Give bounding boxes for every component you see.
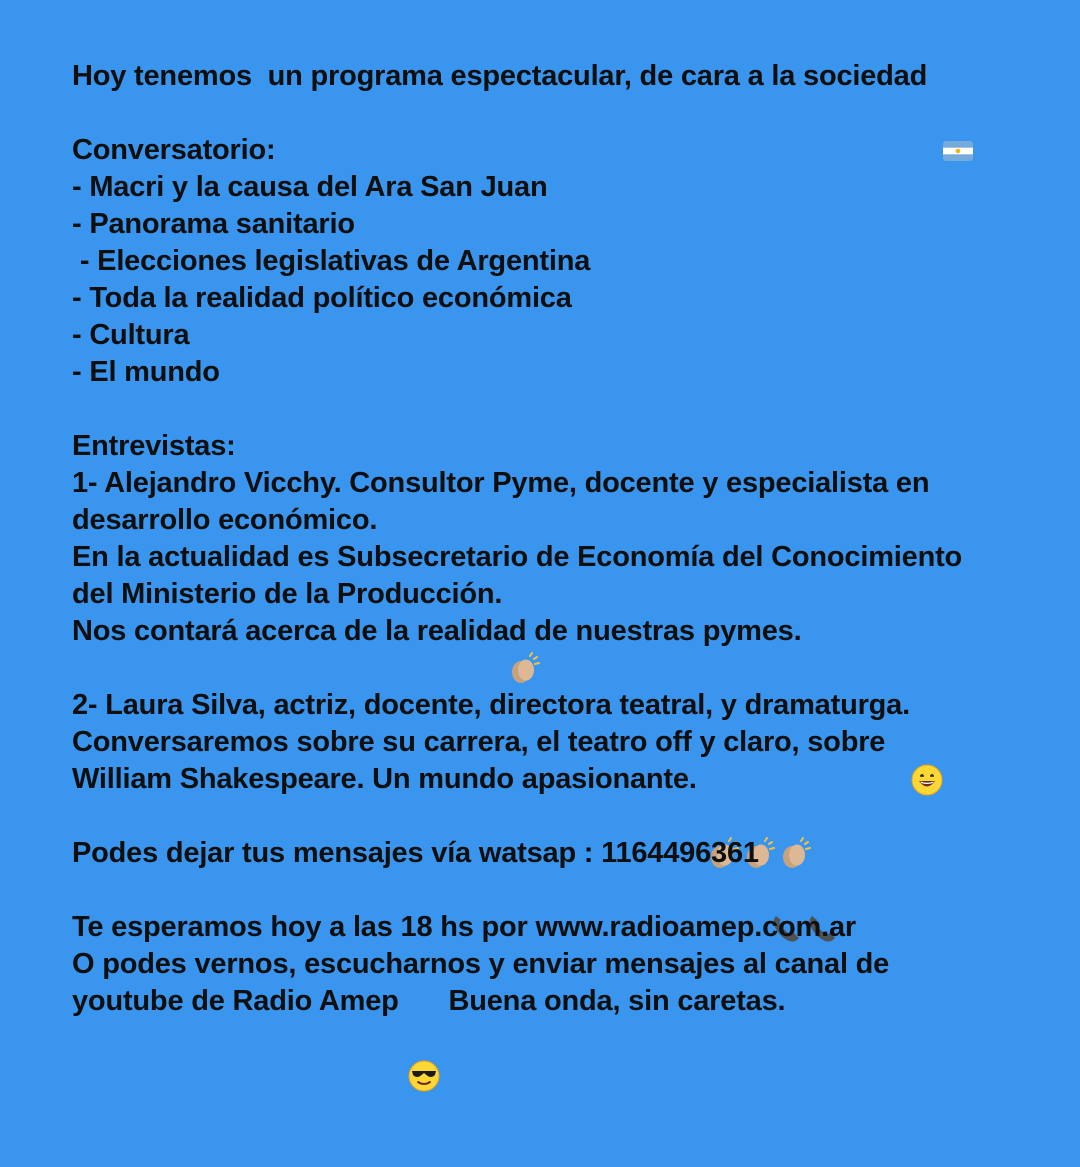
spacer bbox=[72, 95, 1022, 132]
telephone-receiver-icon bbox=[805, 837, 839, 871]
closing-line: Te esperamos hoy a las 18 hs por www.radioamep.com.ar bbox=[72, 911, 856, 943]
spacer bbox=[72, 798, 1022, 835]
argentina-flag-icon bbox=[941, 60, 975, 94]
conversatorio-heading: Conversatorio: bbox=[72, 134, 276, 166]
closing-text: Buena onda, sin caretas. bbox=[440, 985, 786, 1017]
clapping-hands-icon bbox=[741, 763, 775, 797]
interview-1-line bbox=[72, 576, 1022, 613]
interview-2-text: 2- Laura Silva, actriz, docente, directora teatral, y dramaturga. bbox=[72, 689, 910, 721]
list-item: - Macri y la causa del Ara San Juan bbox=[72, 171, 548, 203]
interview-1-line: 1- Alejandro Vicchy. Consultor Pyme, docente y especialista en bbox=[72, 467, 930, 499]
telephone-receiver-icon bbox=[769, 837, 803, 871]
list-item: - Cultura bbox=[72, 319, 190, 351]
closing-line: O podes vernos, escucharnos y enviar mensajes al canal de bbox=[72, 948, 890, 980]
interview-2-line: Conversaremos sobre su carrera, el teatro off y claro, sobre bbox=[72, 726, 886, 758]
interview-2-line bbox=[72, 761, 1022, 798]
contact-text: Podes dejar tus mensajes vía watsap : 1164496361 bbox=[72, 837, 759, 869]
interview-1-line: En la actualidad es Subsecretario de Economía del Conocimiento bbox=[72, 541, 963, 573]
closing-line bbox=[72, 983, 1022, 1020]
entrevistas-heading: Entrevistas: bbox=[72, 430, 236, 462]
interview-1-text: del Ministerio de la Producción. bbox=[72, 578, 503, 610]
sunglasses-face-icon bbox=[407, 985, 441, 1019]
interview-1-line: Nos contará acerca de la realidad de nuestras pymes. bbox=[72, 615, 802, 647]
contact-line bbox=[72, 835, 1022, 872]
grinning-face-icon bbox=[910, 689, 944, 723]
list-item: - El mundo bbox=[72, 356, 220, 388]
spacer bbox=[72, 391, 1022, 428]
intro-line bbox=[72, 58, 1022, 95]
list-item: - Elecciones legislativas de Argentina bbox=[72, 245, 591, 277]
spacer bbox=[72, 872, 1022, 909]
clapping-hands-icon bbox=[705, 763, 739, 797]
post-text bbox=[72, 58, 1022, 1020]
spacer bbox=[72, 650, 1022, 687]
interview-2-line bbox=[72, 687, 1022, 724]
intro-text: Hoy tenemos un programa espectacular, de cara a la sociedad bbox=[72, 60, 928, 92]
interview-2-text: William Shakespeare. Un mundo apasionante. bbox=[72, 763, 697, 795]
closing-text: youtube de Radio Amep bbox=[72, 985, 399, 1017]
interview-1-line: desarrollo económico. bbox=[72, 504, 378, 536]
list-item: - Toda la realidad político económica bbox=[72, 282, 572, 314]
list-item: - Panorama sanitario bbox=[72, 208, 355, 240]
clapping-hands-icon bbox=[777, 763, 811, 797]
clapping-hands-icon bbox=[506, 578, 540, 612]
